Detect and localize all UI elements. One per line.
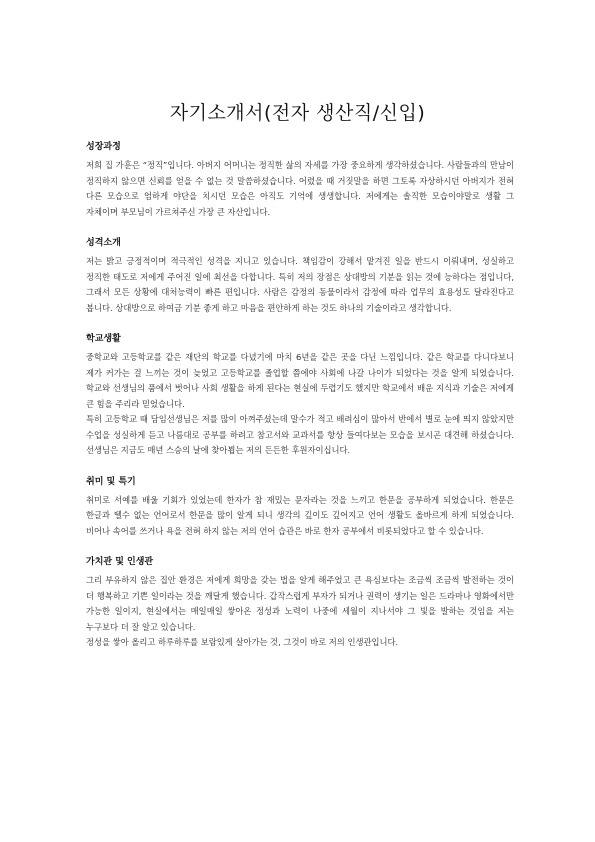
paragraph: 정성을 쌓아 올리고 하루하루를 보람있게 살아가는 것, 그것이 바로 저의 인생관입니다. [86, 637, 399, 647]
paragraph: 중학교와 고등학교를 같은 재단의 학교를 다녔기에 마치 6년을 같은 곳을 다닌 느낌입니다. 같은 학교를 다니다보니 제가 커가는 걸 느끼는 것이 늦었고 고등학교를 졸업할 쯤에야 사회에 나갈 나이가 되었다는 것을 알게 되었습니다. 학교와 선생님의 품에서 벗어나 사회 생활을 하게 된다는 현실에 두렵기도 했지만 학교에서 배운 지식과 기술은 저에게 큰 힘을 주리라 믿었습니다. [86, 352, 514, 409]
section-values [86, 555, 514, 651]
section-personality [86, 236, 514, 316]
section-growth [86, 140, 514, 220]
document-title: 자기소개서(전자 생산직/신입) [169, 102, 426, 124]
section-heading: 학교생활 [86, 334, 121, 344]
section-hobbies [86, 475, 514, 540]
paragraph: 취미로 서예를 배울 기회가 있었는데 한자가 참 재밌는 문자라는 것을 느끼고 한문을 공부하게 되었습니다. 한문은 한글과 뗄수 없는 언어로서 한문을 많이 알게 되니 생각의 깊이도 깊어지고 언어 생활도 올바르게 하게 되었습니다. 비어나 속어를 쓰거나 욕을 전혀 하지 않는 저의 언어 습관은 바로 한자 공부에서 비롯되었다고 할 수 있습니다. [86, 494, 514, 536]
section-heading: 성격소개 [86, 238, 121, 248]
paragraph: 저희 집 가훈은 “정직”입니다. 아버지 어머니는 정직한 삶의 자세를 가장 중요하게 생각하셨습니다. 사람들과의 만남이 정직하지 않으면 신뢰를 얻을 수 없는 것 말씀하셨습니다. 어렸을 때 거짓말을 하면 그토록 자상하시던 아버지가 전혀 다른 모습으로 엄하게 야단을 치시던 모습은 아직도 기억에 생생합니다. 저에게는 솔직한 모습이야말로 생활 그 자체이며 부모님이 가르쳐주신 가장 큰 자산입니다. [86, 160, 514, 217]
section-heading: 취미 및 특기 [86, 476, 136, 487]
section-heading: 가치관 및 인생관 [86, 557, 154, 567]
paragraph: 특히 고등학교 때 담임선생님은 저를 많이 아껴주셨는데 말수가 적고 배려심이 많아서 반에서 별로 눈에 띄지 않았지만 수업을 성실하게 듣고 나름대로 공부를 하려고 참고서와 교과서를 항상 들여다보는 모습을 보시곤 대견해 하셨습니다. 선생님은 지금도 매년 스승의 날에 찾아뵙는 저의 든든한 후원자이십니다. [86, 414, 514, 455]
paragraph: 저는 밝고 긍정적이며 적극적인 성격을 지니고 있습니다. 책임감이 강해서 맡겨진 일을 반드시 이뤄내며, 성실하고 정직한 태도로 저에게 주어진 일에 최선을 다합니다. 특히 저의 장점은 상대방의 기분을 읽는 것에 능하다는 점입니다, 그래서 모든 상황에 대처능력이 빠른 편입니다. 사람은 감정의 동물이라서 감정에 따라 업무의 효용성도 달라진다고 봅니다. 상대방으로 하여금 기분 좋게 하고 마음을 편안하게 하는 것도 하나의 기술이라고 생각합니다. [86, 256, 514, 313]
paragraph: 그리 부유하지 않은 집안 환경은 저에게 희망을 갖는 법을 알게 해주었고 큰 욕심보다는 조금씩 조금씩 발전하는 것이 더 행복하고 기쁜 일이라는 것을 깨달게 했습니다. 갑작스럽게 부자가 되거나 권력이 생기는 일은 드라마나 영화에서만 가능한 일이지, 현실에서는 매일매일 쌓아온 정성과 노력이 나중에 세월이 지나서야 그 빛을 발하는 것임을 저는 누구보다 더 잘 알고 있습니다. [86, 575, 514, 632]
section-school-life [86, 332, 514, 459]
section-heading: 성장과정 [86, 142, 121, 152]
document-body [86, 140, 514, 667]
